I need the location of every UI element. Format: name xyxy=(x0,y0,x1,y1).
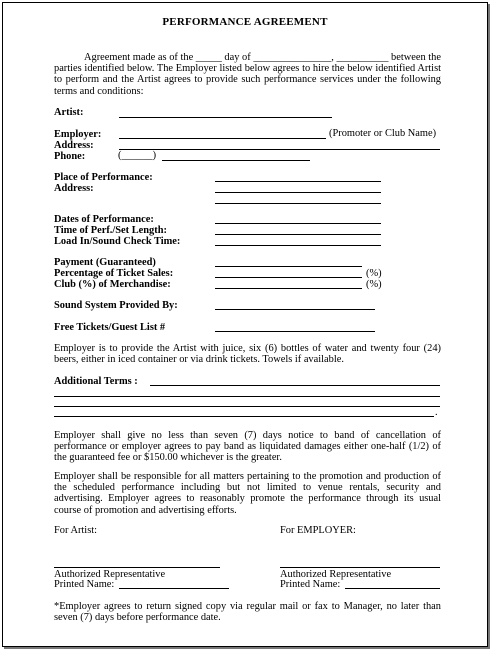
promotion-paragraph: Employer shall be responsible for all matters pertaining to the promotion and production of the scheduled performance including but not limited to venue rentals, security and advertising. Employer agrees to reasonably promote the performance through its usual course of promotion and advertising efforts. xyxy=(54,471,441,516)
phone-area-code[interactable]: (______) xyxy=(118,150,157,161)
artist-printed-name-line[interactable] xyxy=(119,588,229,589)
place-address-label: Address: xyxy=(54,183,94,194)
payment-line[interactable] xyxy=(215,266,362,267)
sound-system-line[interactable] xyxy=(215,309,375,310)
employer-printed-name-line[interactable] xyxy=(345,588,440,589)
time-line[interactable] xyxy=(215,234,381,235)
artist-authorized-rep: Authorized Representative xyxy=(54,569,166,580)
address-label: Address: xyxy=(54,140,94,151)
phone-label: Phone: xyxy=(54,151,86,162)
address-line[interactable] xyxy=(119,149,440,150)
dates-line[interactable] xyxy=(215,223,381,224)
intro-paragraph: Agreement made as of the _____ day of _______________, __________ between the parties identified below. The Employer listed below agrees to hire the below identified Artist to perform and the Artist agrees to provide such performance services under the following terms and conditions: xyxy=(54,52,441,97)
ticket-sales-percent: (%) xyxy=(366,268,382,279)
place-line-1[interactable] xyxy=(215,181,381,182)
place-of-performance-label: Place of Performance: xyxy=(54,172,153,183)
employer-signature-line[interactable] xyxy=(280,567,440,568)
employer-authorized-rep: Authorized Representative xyxy=(280,569,392,580)
for-artist-label: For Artist: xyxy=(54,525,98,536)
time-set-length-label: Time of Perf./Set Length: xyxy=(54,225,167,236)
payment-label: Payment (Guaranteed) xyxy=(54,257,156,268)
for-employer-label: For EMPLOYER: xyxy=(280,525,356,536)
footnote: *Employer agrees to return signed copy via regular mail or fax to Manager, no later than seven (7) days before performance date. xyxy=(54,601,441,624)
additional-terms-line-1[interactable] xyxy=(150,385,440,386)
merchandise-label: Club (%) of Merchandise: xyxy=(54,279,171,290)
ticket-sales-line[interactable] xyxy=(215,277,362,278)
additional-terms-line-4[interactable] xyxy=(54,416,434,417)
additional-terms-line-2[interactable] xyxy=(54,396,440,397)
place-line-3[interactable] xyxy=(215,203,381,204)
hospitality-paragraph: Employer is to provide the Artist with juice, six (6) bottles of water and twenty four (24) beers, either in iced container or via drink tickets. Towels if available. xyxy=(54,343,441,366)
artist-label: Artist: xyxy=(54,107,84,118)
employer-line[interactable] xyxy=(119,138,326,139)
load-in-line[interactable] xyxy=(215,245,381,246)
free-tickets-label: Free Tickets/Guest List # xyxy=(54,322,166,333)
free-tickets-line[interactable] xyxy=(215,331,375,332)
additional-terms-line-3[interactable] xyxy=(54,406,440,407)
load-in-label: Load In/Sound Check Time: xyxy=(54,236,181,247)
additional-terms-label: Additional Terms : xyxy=(54,376,138,387)
artist-line[interactable] xyxy=(119,117,332,118)
phone-line[interactable] xyxy=(162,160,310,161)
sound-system-label: Sound System Provided By: xyxy=(54,300,178,311)
employer-label: Employer: xyxy=(54,129,102,140)
merchandise-percent: (%) xyxy=(366,279,382,290)
employer-printed-name-label: Printed Name: xyxy=(280,579,341,590)
artist-signature-line[interactable] xyxy=(54,567,220,568)
cancellation-paragraph: Employer shall give no less than seven (7) days notice to band of cancellation of performance or employer agrees to pay band as liquidated damages either one-half (1/2) of the guaranteed fee or $150.00 whichever is the greater. xyxy=(54,430,441,464)
employer-note: (Promoter or Club Name) xyxy=(329,128,437,139)
agreement-page xyxy=(2,2,488,647)
artist-printed-name-label: Printed Name: xyxy=(54,579,115,590)
terms-end-period: . xyxy=(435,407,438,418)
place-line-2[interactable] xyxy=(215,192,381,193)
dates-of-performance-label: Dates of Performance: xyxy=(54,214,154,225)
ticket-sales-label: Percentage of Ticket Sales: xyxy=(54,268,174,279)
document-title: PERFORMANCE AGREEMENT xyxy=(162,16,328,28)
merchandise-line[interactable] xyxy=(215,288,362,289)
